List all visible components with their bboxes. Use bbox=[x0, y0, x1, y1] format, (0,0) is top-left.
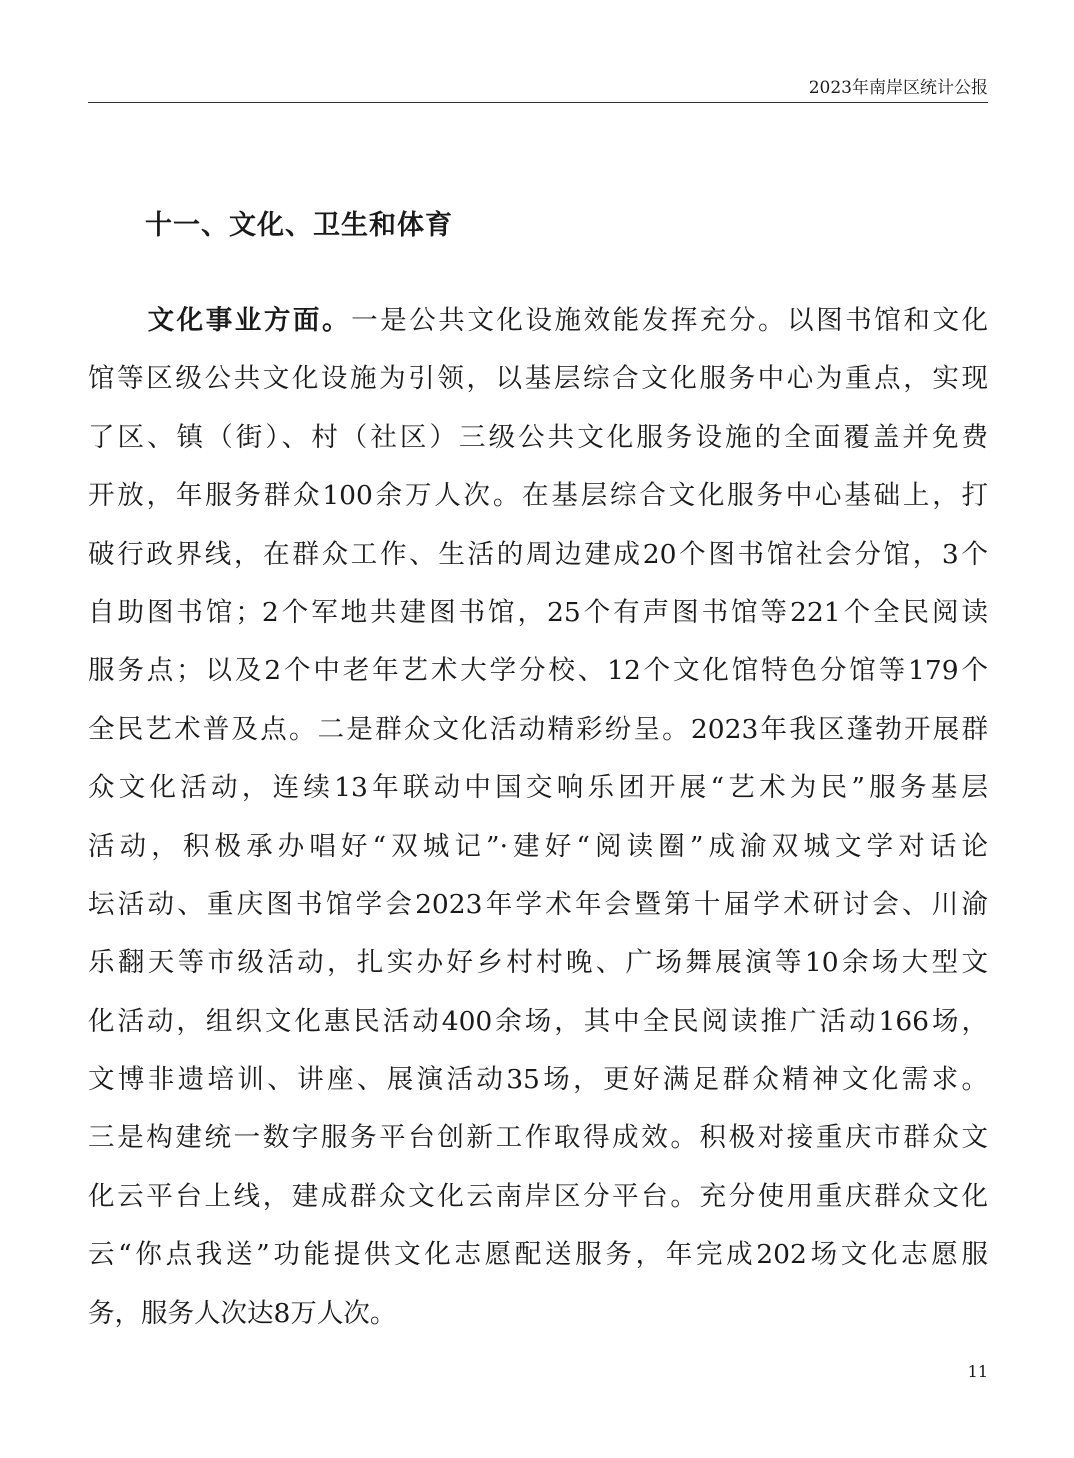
paragraph-line: 服务点；以及2个中老年艺术大学分校、12个文化馆特色分馆等179个 bbox=[88, 655, 988, 687]
body-paragraph bbox=[88, 292, 988, 1343]
paragraph-line bbox=[88, 292, 988, 350]
paragraph-lead-in: 文化事业方面。 bbox=[145, 305, 352, 336]
paragraph-line: 化活动，组织文化惠民活动400余场，其中全民阅读推广活动166场， bbox=[88, 1005, 988, 1037]
header-divider bbox=[88, 102, 988, 103]
paragraph-line: 坛活动、重庆图书馆学会2023年学术年会暨第十届学术研讨会、川渝 bbox=[88, 888, 988, 920]
section-heading: 十一、文化、卫生和体育 bbox=[145, 210, 453, 241]
paragraph-line: 众文化活动，连续13年联动中国交响乐团开展“艺术为民”服务基层 bbox=[88, 772, 988, 804]
running-header-title: 2023年南岸区统计公报 bbox=[808, 78, 988, 98]
paragraph-line: 破行政界线，在群众工作、生活的周边建成20个图书馆社会分馆，3个 bbox=[88, 538, 988, 570]
paragraph-line-text: 一是公共文化设施效能发挥充分。以图书馆和文化 bbox=[351, 305, 989, 336]
paragraph-line: 了区、镇（街）、村（社区）三级公共文化服务设施的全面覆盖并免费 bbox=[88, 421, 988, 453]
paragraph-line: 化云平台上线，建成群众文化云南岸区分平台。充分使用重庆群众文化 bbox=[88, 1180, 988, 1212]
page-number: 11 bbox=[967, 1362, 988, 1381]
paragraph-line: 活动，积极承办唱好“双城记”·建好“阅读圈”成渝双城文学对话论 bbox=[88, 830, 988, 862]
paragraph-line: 馆等区级公共文化设施为引领，以基层综合文化服务中心为重点，实现 bbox=[88, 363, 988, 395]
paragraph-line: 云“你点我送”功能提供文化志愿配送服务，年完成202场文化志愿服 bbox=[88, 1239, 988, 1271]
paragraph-line: 开放，年服务群众100余万人次。在基层综合文化服务中心基础上，打 bbox=[88, 480, 988, 512]
paragraph-line: 文博非遗培训、讲座、展演活动35场，更好满足群众精神文化需求。 bbox=[88, 1064, 988, 1096]
paragraph-line: 自助图书馆；2个军地共建图书馆，25个有声图书馆等221个全民阅读 bbox=[88, 596, 988, 628]
paragraph-line: 务，服务人次达8万人次。 bbox=[88, 1297, 397, 1329]
paragraph-line: 全民艺术普及点。二是群众文化活动精彩纷呈。2023年我区蓬勃开展群 bbox=[88, 713, 988, 745]
paragraph-line: 乐翻天等市级活动，扎实办好乡村村晚、广场舞展演等10余场大型文 bbox=[88, 947, 988, 979]
paragraph-line: 三是构建统一数字服务平台创新工作取得成效。积极对接重庆市群众文 bbox=[88, 1122, 988, 1154]
